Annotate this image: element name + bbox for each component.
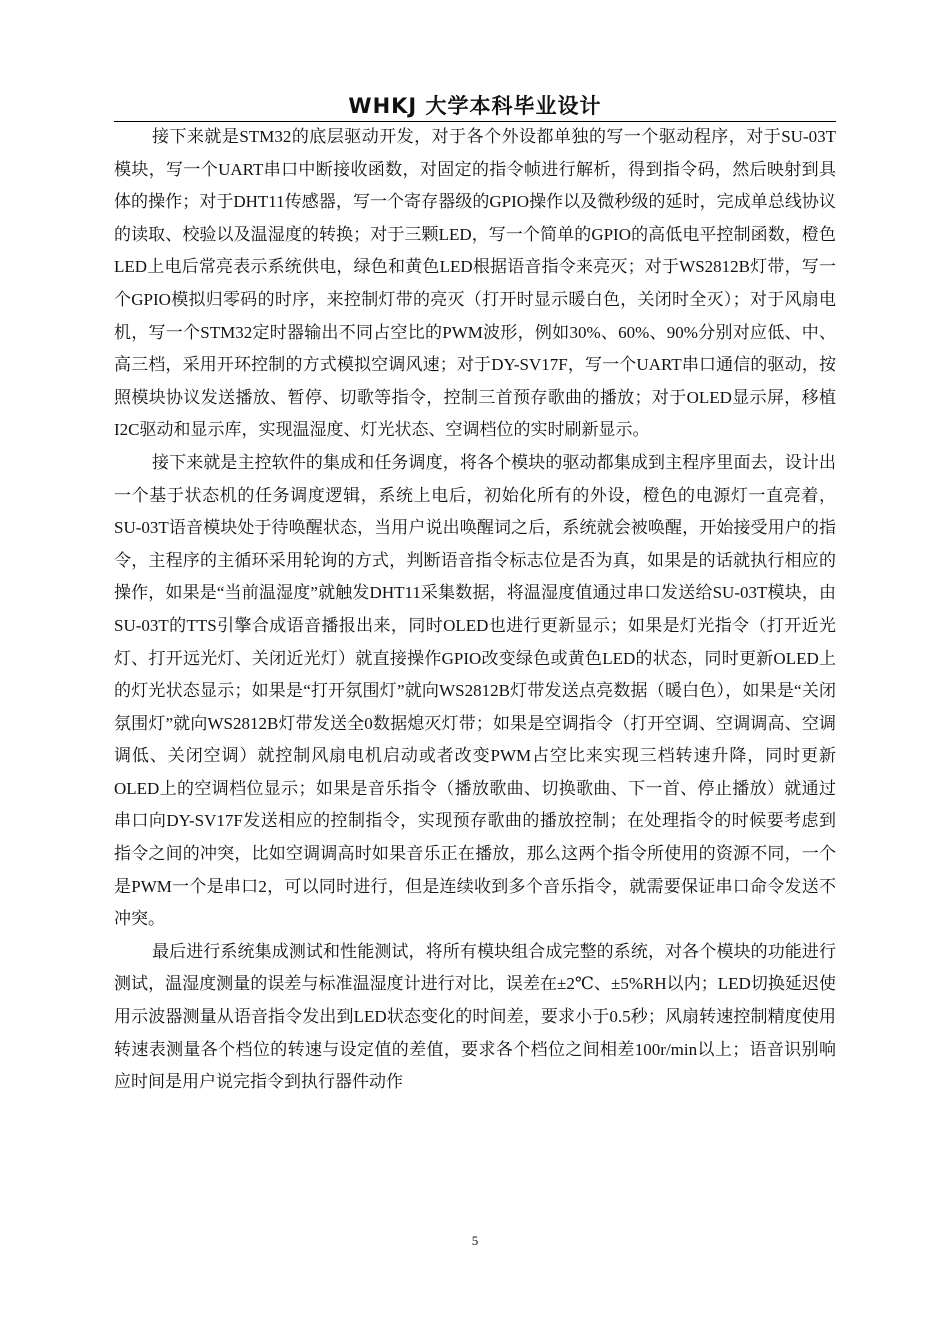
document-body [114, 121, 836, 1099]
page-header-title: WHKJ 大学本科毕业设计 [348, 94, 602, 118]
paragraph-task-scheduling: 接下来就是主控软件的集成和任务调度，将各个模块的驱动都集成到主程序里面去，设计出一个基于状态机的任务调度逻辑，系统上电后，初始化所有的外设，橙色的电源灯一直亮着，SU-03T语音模块处于待唤醒状态，当用户说出唤醒词之后，系统就会被唤醒，开始接受用户的指令，主程序的主循环采用轮询的方式，判断语音指令标志位是否为真，如果是的话就执行相应的操作，如果是“当前温湿度”就触发DHT11采集数据，将温湿度值通过串口发送给SU-03T模块，由SU-03T的TTS引擎合成语音播报出来，同时OLED也进行更新显示；如果是灯光指令（打开近光灯、打开远光灯、关闭近光灯）就直接操作GPIO改变绿色或黄色LED的状态，同时更新OLED上的灯光状态显示；如果是“打开氛围灯”就向WS2812B灯带发送点亮数据（暖白色），如果是“关闭氛围灯”就向WS2812B灯带发送全0数据熄灭灯带；如果是空调指令（打开空调、空调调高、空调调低、关闭空调）就控制风扇电机启动或者改变PWM占空比来实现三档转速升降，同时更新OLED上的空调档位显示；如果是音乐指令（播放歌曲、切换歌曲、下一首、停止播放）就通过串口向DY-SV17F发送相应的控制指令，实现预存歌曲的播放控制；在处理指令的时候要考虑到指令之间的冲突，比如空调调高时如果音乐正在播放，那么这两个指令所使用的资源不同，一个是PWM一个是串口2，可以同时进行，但是连续收到多个音乐指令，就需要保证串口命令发送不冲突。 [114, 452, 836, 929]
paragraph-driver-development: 接下来就是STM32的底层驱动开发，对于各个外设都单独的写一个驱动程序，对于SU-03T模块，写一个UART串口中断接收函数，对固定的指令帧进行解析，得到指令码，然后映射到具体的操作；对于DHT11传感器，写一个寄存器级的GPIO操作以及微秒级的延时，完成单总线协议的读取、校验以及温湿度的转换；对于三颗LED，写一个简单的GPIO的高低电平控制函数，橙色LED上电后常亮表示系统供电，绿色和黄色LED根据语音指令来亮灭；对于WS2812B灯带，写一个GPIO模拟归零码的时序，来控制灯带的亮灭（打开时显示暖白色，关闭时全灭）；对于风扇电机，写一个STM32定时器输出不同占空比的PWM波形，例如30%、60%、90%分别对应低、中、高三档，采用开环控制的方式模拟空调风速；对于DY-SV17F，写一个UART串口通信的驱动，按照模块协议发送播放、暂停、切歌等指令，控制三首预存歌曲的播放；对于OLED显示屏，移植I2C驱动和显示库，实现温湿度、灯光状态、空调档位的实时刷新显示。 [114, 127, 836, 440]
paragraph-system-testing: 最后进行系统集成测试和性能测试，将所有模块组合成完整的系统，对各个模块的功能进行测试，温湿度测量的误差与标准温湿度计进行对比，误差在±2℃、±5%RH以内；LED切换延迟使用示波器测量从语音指令发出到LED状态变化的时间差，要求小于0.5秒；风扇转速控制精度使用转速表测量各个档位的转速与设定值的差值，要求各个档位之间相差100r/min以上；语音识别响应时间是用户说完指令到执行器件动作 [114, 941, 836, 1092]
page-number: 5 [471, 1233, 479, 1248]
